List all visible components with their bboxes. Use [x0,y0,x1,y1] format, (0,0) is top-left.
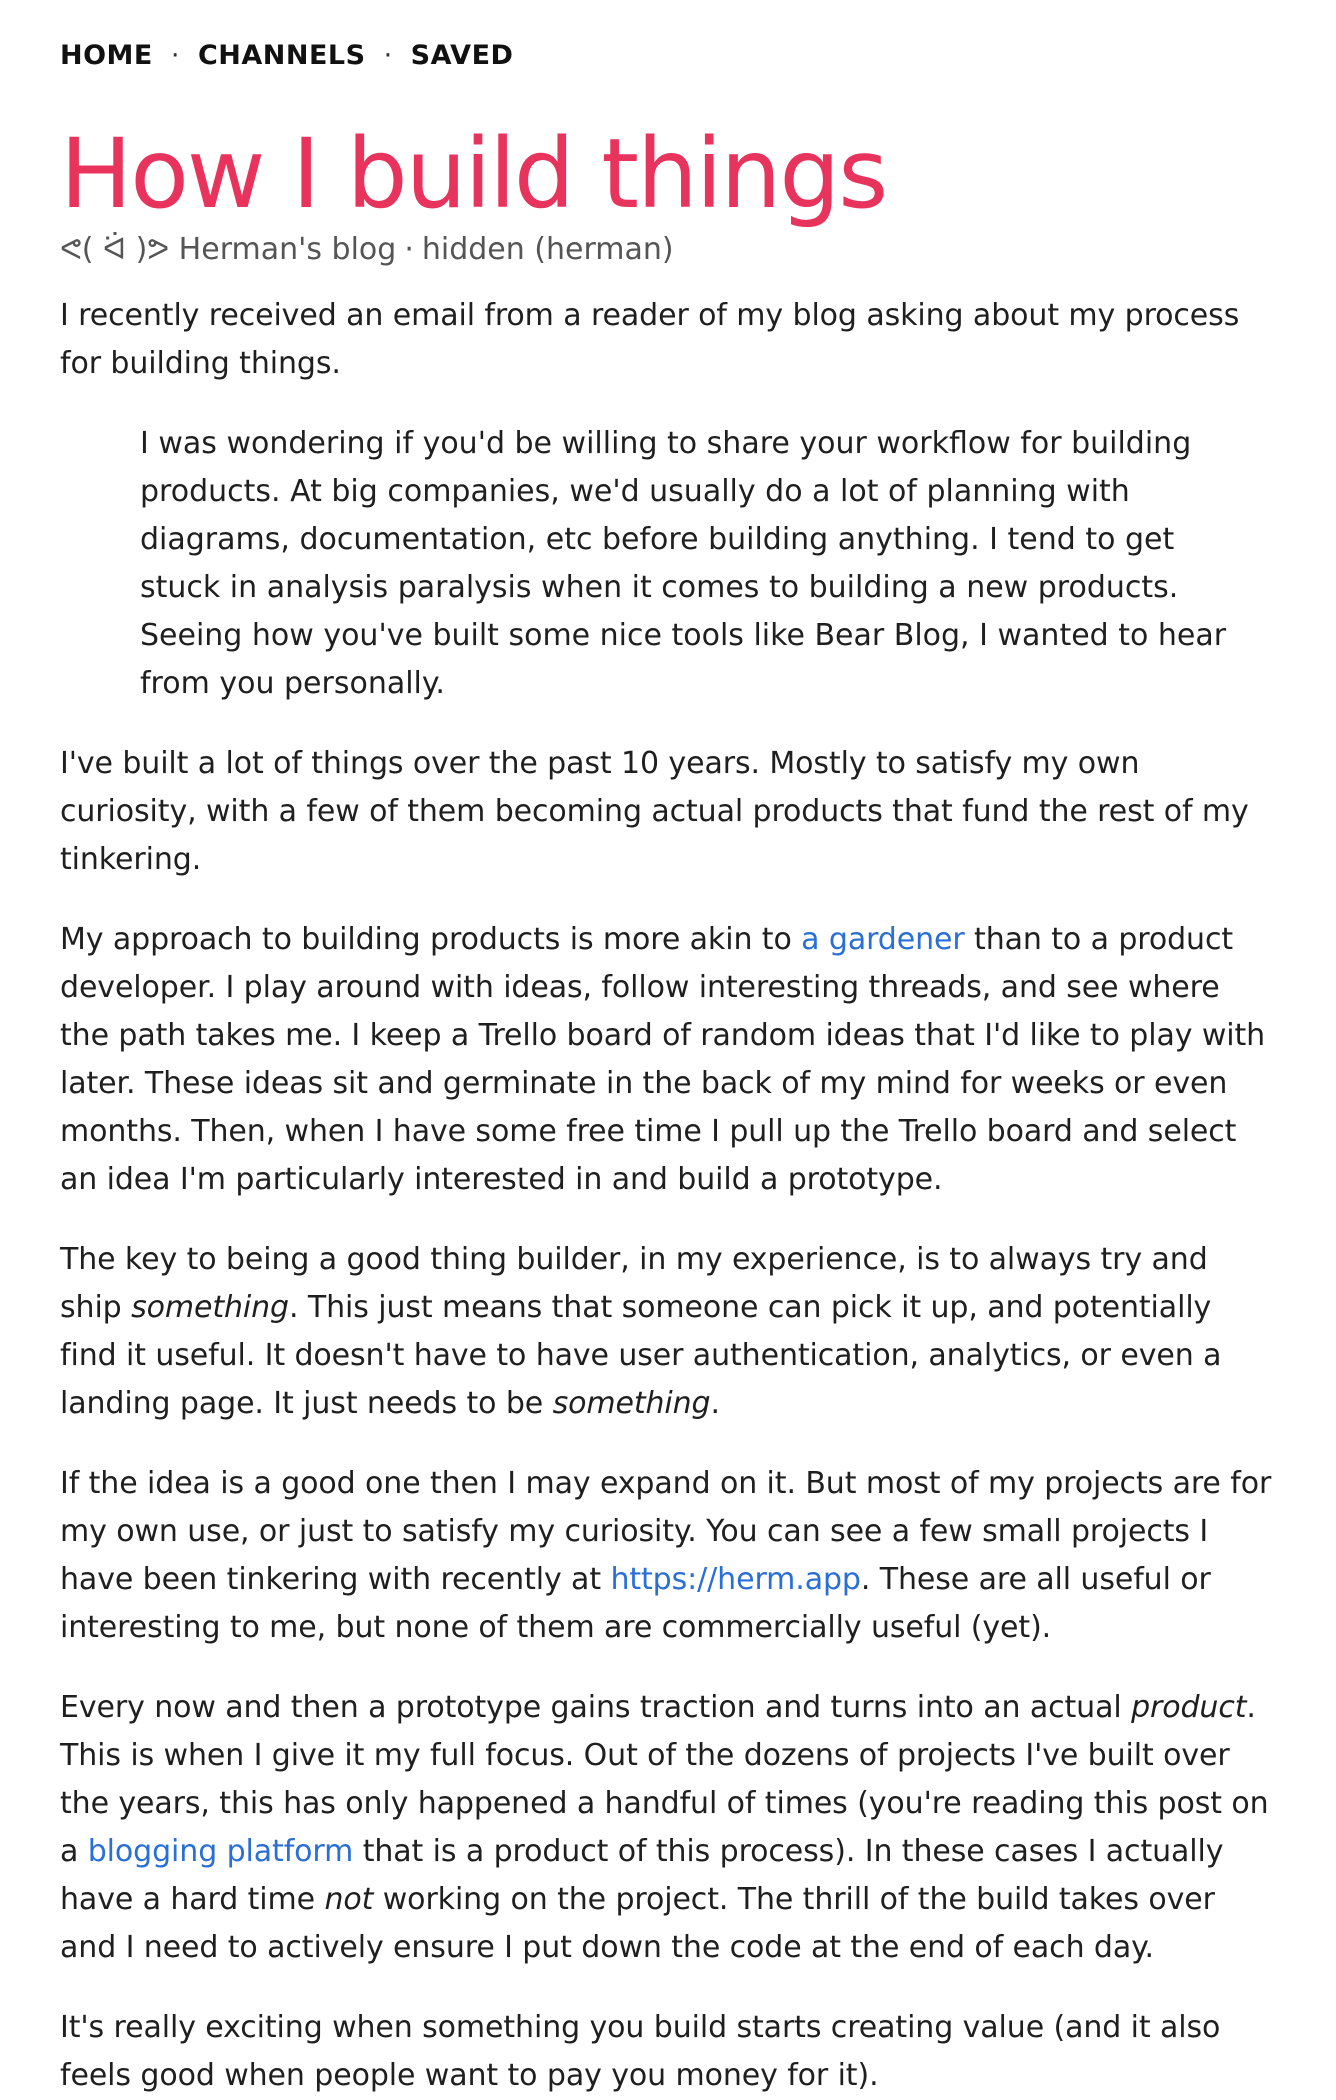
blog-name-link[interactable]: Herman's blog [178,232,397,267]
byline-separator: · [404,232,414,267]
nav-home-link[interactable]: HOME [60,40,153,71]
paragraph-4-text: The key to being a good thing builder, in my experience, is to always try and ship [60,1242,1208,1325]
emphasis-text: something [552,1386,711,1421]
nav-separator: · [170,40,180,71]
paragraph-3-text: My approach to building products is more akin to [60,922,802,957]
paragraph-5-text: If the idea is a good one then I may expand on it. But most of my projects are for my own use, or just to satisfy my curiosity. You can see a few small projects I have been tinkering with recently at [60,1466,1272,1597]
paragraph-4-text: . [710,1386,720,1421]
emphasis-text: something [131,1290,289,1325]
paragraph-6-text: working on the project. The thrill of the build takes over and I need to actively ensure I put down the code at the end of each day. [60,1882,1215,1965]
herm-app-link[interactable]: https://herm.app [610,1562,861,1597]
blog-emoticon: ᕙ( ᐛ )ᕗ [60,232,170,267]
emphasis-text: not [324,1882,374,1917]
paragraph-6-text: . This is when I give it my full focus. Out of the dozens of projects I've built over the years, this has only happened a handful of times (you're reading this post on a [60,1690,1269,1869]
nav-channels-link[interactable]: CHANNELS [197,40,366,71]
post-byline [60,230,1276,270]
nav-separator: · [383,40,393,71]
emphasis-text: product [1131,1690,1247,1725]
nav-saved-link[interactable]: SAVED [410,40,514,71]
paragraph-6-text: that is a product of this process). In these cases I actually have a hard time [60,1834,1224,1917]
reader-quote: I was wondering if you'd be willing to share your workflow for building products. At big companies, we'd usually do a lot of planning with diagrams, documentation, etc before building anything. I tend to get stuck in analysis paralysis when it comes to building a new products. Seeing how you've built some nice tools like Bear Blog, I wanted to hear from you personally. [140,426,1227,701]
post-title: How I build things [60,118,887,230]
paragraph-4-text: . This just means that someone can pick it up, and potentially find it useful. It doesn't have to have user authentication, analytics, or even a landing page. It just needs to be [60,1290,1222,1421]
paragraph-3 [60,916,1276,1204]
top-nav [60,0,1276,74]
post-visibility: hidden (herman) [421,232,674,267]
post-content [60,292,1276,2100]
paragraph-4 [60,1236,1276,1428]
paragraph-5 [60,1460,1276,1652]
paragraph-2: I've built a lot of things over the past 10 years. Mostly to satisfy my own curiosity, with a few of them becoming actual products that fund the rest of my tinkering. [60,746,1249,877]
paragraph-7: It's really exciting when something you build starts creating value (and it also feels good when people want to pay you money for it). [60,2010,1221,2093]
paragraph-intro: I recently received an email from a reader of my blog asking about my process for building things. [60,298,1240,381]
gardener-link[interactable]: a gardener [801,922,965,957]
paragraph-6-text: Every now and then a prototype gains traction and turns into an actual [60,1690,1132,1725]
paragraph-3-text: than to a product developer. I play around with ideas, follow interesting threads, and see where the path takes me. I keep a Trello board of random ideas that I'd like to play with later. These ideas sit and germinate in the back of my mind for weeks or even months. Then, when I have some free time I pull up the Trello board and select an idea I'm particularly interested in and build a prototype. [60,922,1266,1197]
paragraph-6 [60,1684,1276,1972]
blogging-platform-link[interactable]: blogging platform [87,1834,354,1869]
paragraph-5-text: . These are all useful or interesting to me, but none of them are commercially useful (yet). [60,1562,1211,1645]
